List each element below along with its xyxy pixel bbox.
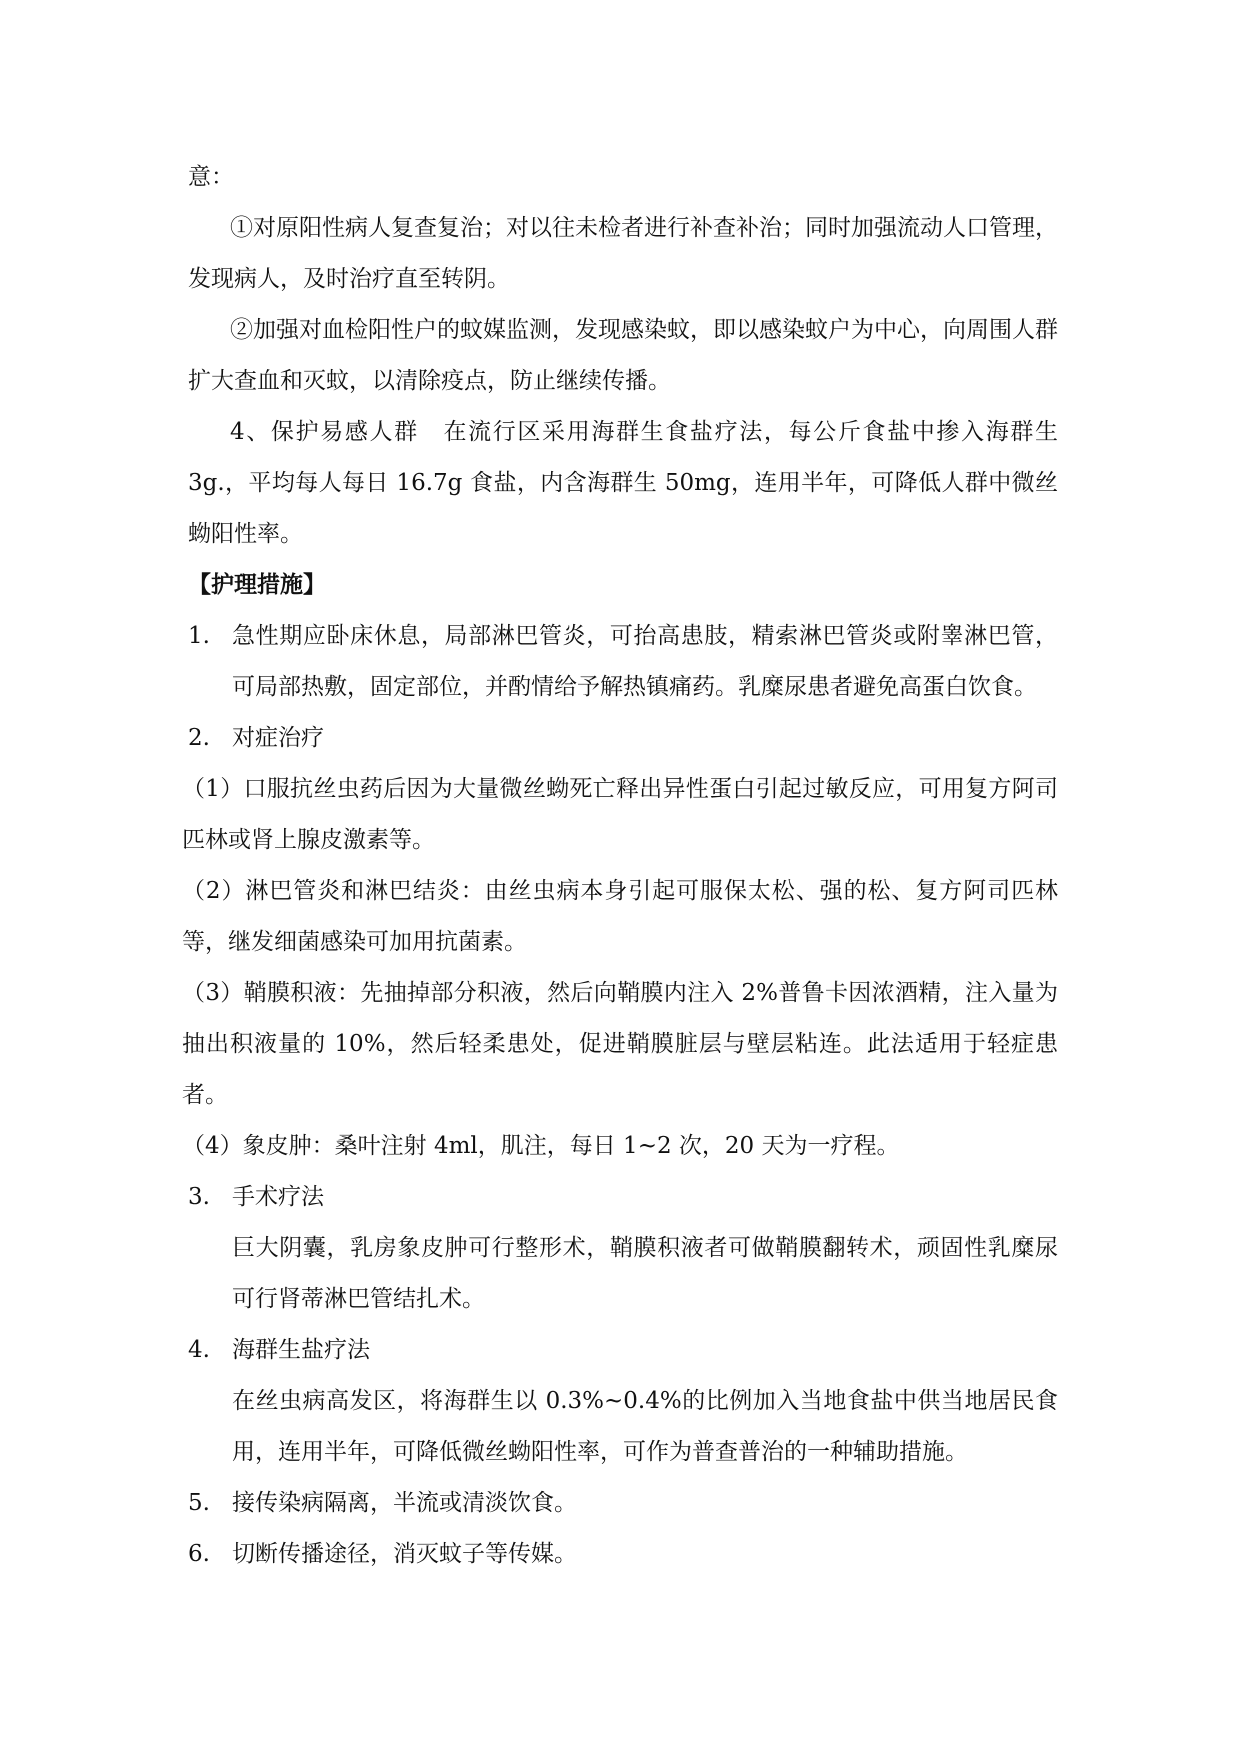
- section-heading-nursing: 【护理措施】: [188, 572, 326, 598]
- list-item-2: [188, 713, 1058, 764]
- list-item-number: 4.: [188, 1337, 210, 1363]
- list-item-4: [188, 1325, 1058, 1376]
- list-item-text: 对症治疗: [232, 725, 324, 751]
- list-item-text: 手术疗法: [232, 1184, 324, 1210]
- list-item-number: 1.: [188, 623, 210, 649]
- list-item-number: 6.: [188, 1541, 210, 1567]
- list-item-text: 急性期应卧床休息，局部淋巴管炎，可抬高患肢，精索淋巴管炎或附睾淋巴管，可局部热敷，固定部位，并酌情给予解热镇痛药。乳糜尿患者避免高蛋白饮食。: [232, 623, 1058, 700]
- paragraph-protect-susceptible: 4、保护易感人群 在流行区采用海群生食盐疗法，每公斤食盐中掺入海群生3g.，平均每人每日 16.7g 食盐，内含海群生 50mg，连用半年，可降低人群中微丝蚴阳性率。: [188, 419, 1058, 547]
- sub-item-4: （4）象皮肿：桑叶注射 4ml，肌注，每日 1~2 次，20 天为一疗程。: [182, 1133, 900, 1159]
- list-item-text: 海群生盐疗法: [232, 1337, 370, 1363]
- sub-item-1: （1）口服抗丝虫药后因为大量微丝蚴死亡释出异性蛋白引起过敏反应，可用复方阿司匹林或肾上腺皮激素等。: [182, 776, 1058, 853]
- list-item-6: [188, 1529, 1058, 1580]
- list-item-number: 5.: [188, 1490, 210, 1516]
- sub-item-2: （2）淋巴管炎和淋巴结炎：由丝虫病本身引起可服保太松、强的松、复方阿司匹林等，继发细菌感染可加用抗菌素。: [182, 878, 1058, 955]
- paragraph-continuation: 意：: [188, 164, 234, 190]
- list-item-3: [188, 1172, 1058, 1223]
- list-item-3-detail: 巨大阴囊，乳房象皮肿可行整形术，鞘膜积液者可做鞘膜翻转术，顽固性乳糜尿可行肾蒂淋巴管结扎术。: [232, 1235, 1058, 1312]
- list-item-1: [188, 611, 1058, 713]
- list-item-5: [188, 1478, 1058, 1529]
- paragraph-mosquito-monitoring: ②加强对血检阳性户的蚊媒监测，发现感染蚊，即以感染蚊户为中心，向周围人群扩大查血和灭蚊，以清除疫点，防止继续传播。: [188, 317, 1058, 394]
- list-item-text: 切断传播途径，消灭蚊子等传媒。: [232, 1541, 577, 1567]
- list-item-4-detail: 在丝虫病高发区，将海群生以 0.3%~0.4%的比例加入当地食盐中供当地居民食用，连用半年，可降低微丝蚴阳性率，可作为普查普治的一种辅助措施。: [232, 1388, 1058, 1465]
- list-item-number: 3.: [188, 1184, 210, 1210]
- list-item-number: 2.: [188, 725, 210, 751]
- list-item-text: 接传染病隔离，半流或清淡饮食。: [232, 1490, 577, 1516]
- sub-item-3: （3）鞘膜积液：先抽掉部分积液，然后向鞘膜内注入 2%普鲁卡因浓酒精，注入量为抽出积液量的 10%，然后轻柔患处，促进鞘膜脏层与壁层粘连。此法适用于轻症患者。: [182, 980, 1058, 1108]
- document-body: [182, 152, 1058, 1580]
- paragraph-recheck: ①对原阳性病人复查复治；对以往未检者进行补查补治；同时加强流动人口管理，发现病人，及时治疗直至转阴。: [188, 215, 1058, 292]
